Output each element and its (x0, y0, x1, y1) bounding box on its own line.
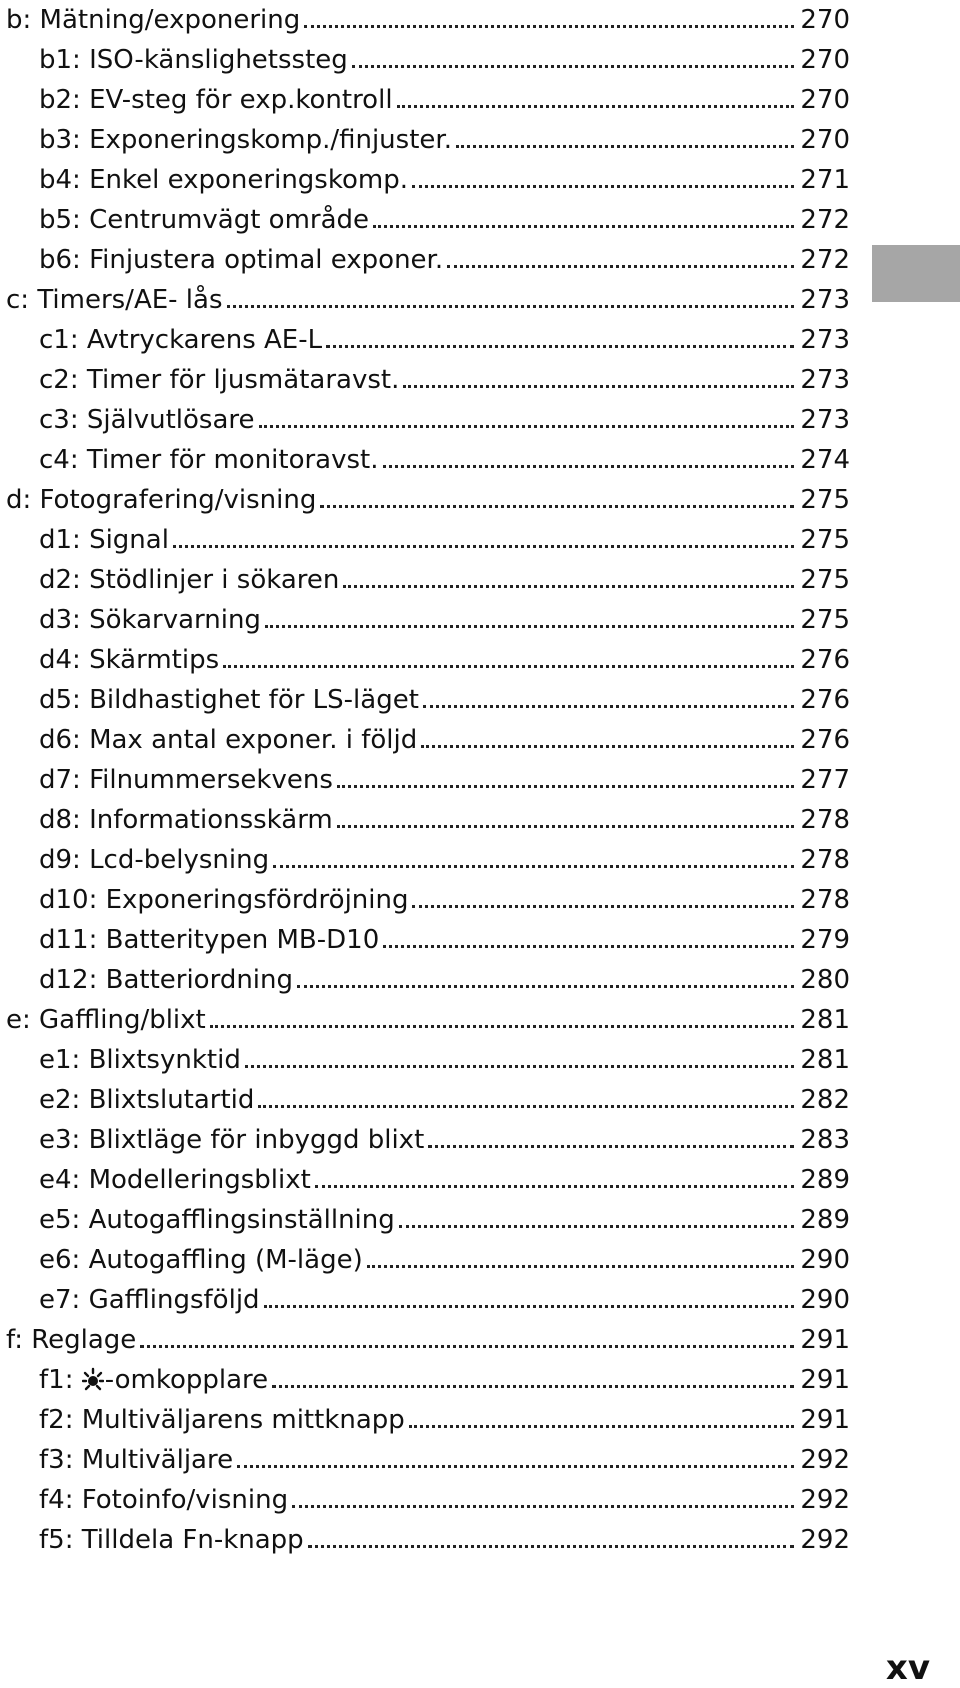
toc-page-number: 273 (800, 285, 850, 315)
toc-entry-label: c3: Självutlösare (39, 405, 255, 435)
dot-leader (383, 465, 795, 468)
toc-entry-label: e6: Autogaffling (M-läge) (39, 1245, 363, 1275)
dot-leader (367, 1265, 795, 1268)
dot-leader (315, 1185, 795, 1188)
toc-page-number: 276 (800, 645, 850, 675)
toc-page-number: 272 (800, 205, 850, 235)
toc-subentry (6, 1280, 850, 1320)
toc-entry-label: e: Gaffling/blixt (6, 1005, 206, 1035)
toc-entry-label: f2: Multiväljarens mittknapp (39, 1405, 405, 1435)
toc-page-number: 290 (800, 1245, 850, 1275)
toc-subentry (6, 960, 850, 1000)
toc-entry-label: e4: Modelleringsblixt (39, 1165, 311, 1195)
toc-page-number: 290 (800, 1285, 850, 1315)
toc-entry-label: e5: Autogafflingsinställning (39, 1205, 395, 1235)
dot-leader (245, 1065, 795, 1068)
toc-entry-label: b2: EV-steg för exp.kontroll (39, 85, 393, 115)
toc-subentry (6, 840, 850, 880)
toc-entry-label: f5: Tilldela Fn-knapp (39, 1525, 304, 1555)
dot-leader (265, 625, 794, 628)
dot-leader (409, 1425, 795, 1428)
toc-page-number: 274 (800, 445, 850, 475)
dot-leader (297, 985, 794, 988)
toc-subentry (6, 640, 850, 680)
dot-leader (259, 425, 795, 428)
dot-leader (343, 585, 794, 588)
toc-entry-label: d12: Batteriordning (39, 965, 294, 995)
toc-section-entry (6, 1000, 850, 1040)
toc-entry-label: b5: Centrumvägt område (39, 205, 370, 235)
toc-entry-label: b1: ISO-känslighetssteg (39, 45, 348, 75)
toc-page-number: 283 (800, 1125, 850, 1155)
page-number: xv (885, 1648, 930, 1688)
toc-subentry (6, 240, 850, 280)
dot-leader (383, 945, 794, 948)
table-of-contents (6, 0, 850, 1560)
dot-leader (304, 25, 794, 28)
toc-page-number: 280 (800, 965, 850, 995)
toc-entry-label: d9: Lcd-belysning (39, 845, 270, 875)
toc-subentry (6, 560, 850, 600)
toc-subentry (6, 40, 850, 80)
toc-subentry (6, 760, 850, 800)
toc-entry-label: b6: Finjustera optimal exponer. (39, 245, 444, 275)
toc-page-number: 282 (800, 1085, 850, 1115)
toc-page-number: 281 (800, 1005, 850, 1035)
toc-page-number: 289 (800, 1205, 850, 1235)
toc-entry-label: c: Timers/AE- lås (6, 285, 223, 315)
toc-page-number: 270 (800, 45, 850, 75)
toc-entry-label: c2: Timer för ljusmätaravst. (39, 365, 400, 395)
toc-subentry (6, 1360, 850, 1400)
toc-subentry (6, 1520, 850, 1560)
toc-entry-label: d2: Stödlinjer i sökaren (39, 565, 340, 595)
toc-page-number: 278 (800, 885, 850, 915)
toc-section-entry (6, 1320, 850, 1360)
toc-page-number: 276 (800, 725, 850, 755)
toc-subentry (6, 1480, 850, 1520)
toc-page-number: 273 (800, 365, 850, 395)
dot-leader (237, 1465, 794, 1468)
toc-subentry (6, 520, 850, 560)
toc-entry-label: c4: Timer för monitoravst. (39, 445, 379, 475)
dot-leader (456, 145, 794, 148)
toc-subentry (6, 800, 850, 840)
toc-subentry (6, 1080, 850, 1120)
toc-subentry (6, 1040, 850, 1080)
toc-page-number: 275 (800, 485, 850, 515)
toc-entry-label: b: Mätning/exponering (6, 5, 301, 35)
toc-subentry (6, 1400, 850, 1440)
toc-entry-label: e3: Blixtläge för inbyggd blixt (39, 1125, 425, 1155)
toc-page-number: 279 (800, 925, 850, 955)
dot-leader (227, 305, 795, 308)
dot-leader (352, 65, 795, 68)
toc-page-number: 292 (800, 1485, 850, 1515)
toc-subentry (6, 400, 850, 440)
toc-page-number: 276 (800, 685, 850, 715)
dot-leader (403, 385, 794, 388)
toc-entry-label: e7: Gafflingsföljd (39, 1285, 260, 1315)
toc-entry-label: c1: Avtryckarens AE-L (39, 325, 323, 355)
toc-page-number: 277 (800, 765, 850, 795)
dot-leader (428, 1145, 794, 1148)
dot-leader (447, 265, 794, 268)
toc-subentry (6, 1440, 850, 1480)
toc-subentry (6, 1240, 850, 1280)
toc-subentry (6, 720, 850, 760)
toc-subentry (6, 600, 850, 640)
toc-entry-label: d7: Filnummersekvens (39, 765, 333, 795)
section-tab-marker (872, 245, 960, 302)
dot-leader (423, 705, 794, 708)
toc-page-number: 291 (800, 1405, 850, 1435)
toc-page-number: 275 (800, 565, 850, 595)
toc-page-number: 289 (800, 1165, 850, 1195)
toc-page-number: 281 (800, 1045, 850, 1075)
toc-entry-label: b4: Enkel exponeringskomp. (39, 165, 408, 195)
dot-leader (320, 505, 794, 508)
toc-entry-label: e1: Blixtsynktid (39, 1045, 241, 1075)
toc-entry-label: f3: Multiväljare (39, 1445, 234, 1475)
dot-leader (264, 1305, 795, 1308)
toc-section-entry (6, 0, 850, 40)
dot-leader (421, 745, 794, 748)
dot-leader (412, 185, 794, 188)
toc-subentry (6, 920, 850, 960)
toc-entry-label: d3: Sökarvarning (39, 605, 261, 635)
toc-entry-label: f: Reglage (6, 1325, 137, 1355)
toc-subentry (6, 1200, 850, 1240)
toc-entry-label: d1: Signal (39, 525, 169, 555)
toc-entry-label: b3: Exponeringskomp./finjuster. (39, 125, 452, 155)
dot-leader (326, 345, 794, 348)
toc-page-number: 278 (800, 805, 850, 835)
toc-subentry (6, 120, 850, 160)
dot-leader (223, 665, 794, 668)
toc-page-number: 278 (800, 845, 850, 875)
toc-page-number: 275 (800, 605, 850, 635)
dot-leader (412, 905, 794, 908)
toc-entry-label: d5: Bildhastighet för LS-läget (39, 685, 419, 715)
dot-leader (399, 1225, 795, 1228)
toc-page-number: 291 (800, 1365, 850, 1395)
toc-page-number: 275 (800, 525, 850, 555)
toc-page-number: 272 (800, 245, 850, 275)
toc-section-entry (6, 280, 850, 320)
dot-leader (140, 1345, 794, 1348)
toc-subentry (6, 680, 850, 720)
toc-subentry (6, 1120, 850, 1160)
toc-page-number: 273 (800, 405, 850, 435)
toc-entry-label: d10: Exponeringsfördröjning (39, 885, 409, 915)
toc-subentry (6, 880, 850, 920)
toc-section-entry (6, 480, 850, 520)
toc-page-number: 292 (800, 1525, 850, 1555)
toc-subentry (6, 200, 850, 240)
toc-entry-label: f1: -omkopplare (39, 1365, 269, 1395)
toc-subentry (6, 320, 850, 360)
toc-page-number: 291 (800, 1325, 850, 1355)
dot-leader (272, 1385, 794, 1388)
toc-subentry (6, 160, 850, 200)
dot-leader (292, 1505, 794, 1508)
toc-page-number: 270 (800, 125, 850, 155)
toc-page-number: 273 (800, 325, 850, 355)
dot-leader (173, 545, 794, 548)
toc-page-number: 270 (800, 85, 850, 115)
dot-leader (373, 225, 794, 228)
dot-leader (308, 1545, 795, 1548)
toc-subentry (6, 1160, 850, 1200)
toc-entry-label: e2: Blixtslutartid (39, 1085, 255, 1115)
toc-entry-label: d: Fotografering/visning (6, 485, 317, 515)
dot-leader (258, 1105, 794, 1108)
dot-leader (337, 825, 795, 828)
toc-entry-label: d4: Skärmtips (39, 645, 220, 675)
dot-leader (337, 785, 794, 788)
toc-page-number: 270 (800, 5, 850, 35)
toc-entry-label: d6: Max antal exponer. i följd (39, 725, 418, 755)
dot-leader (397, 105, 795, 108)
toc-subentry (6, 440, 850, 480)
toc-page-number: 292 (800, 1445, 850, 1475)
dot-leader (210, 1025, 795, 1028)
illumination-icon (82, 1367, 104, 1391)
toc-entry-label: f4: Fotoinfo/visning (39, 1485, 289, 1515)
toc-subentry (6, 80, 850, 120)
toc-entry-label: d11: Batteritypen MB-D10 (39, 925, 380, 955)
dot-leader (273, 865, 794, 868)
toc-page-number: 271 (800, 165, 850, 195)
toc-entry-label: d8: Informationsskärm (39, 805, 333, 835)
toc-subentry (6, 360, 850, 400)
